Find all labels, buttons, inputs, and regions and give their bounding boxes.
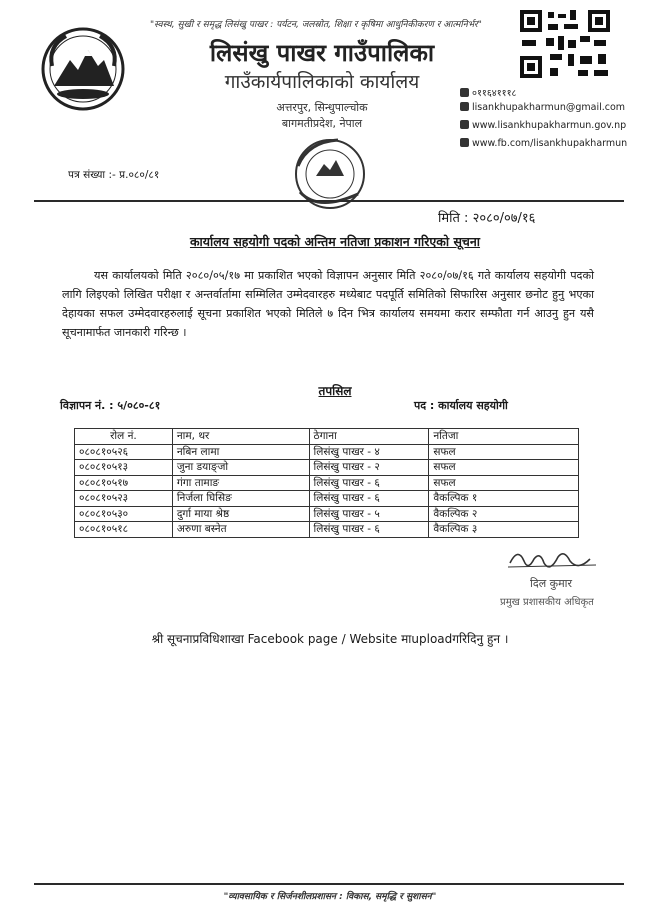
details-heading: तपसिल — [318, 384, 352, 398]
office-name: गाउँकार्यपालिकाको कार्यालय — [224, 71, 420, 93]
result-cell: सफल — [429, 460, 579, 476]
municipality-emblem-logo — [40, 26, 126, 112]
advertisement-number: विज्ञापन नं. : ५/०८०-८१ — [60, 399, 161, 412]
table-row — [75, 475, 579, 491]
column-header-roll: रोल नं. — [75, 429, 173, 445]
globe-icon — [460, 120, 469, 129]
column-header-name: नाम, थर — [172, 429, 309, 445]
table-row — [75, 460, 579, 476]
address-cell: लिसंखु पाखर - ६ — [309, 491, 429, 507]
name-cell: अरुणा बस्नेत — [172, 522, 309, 538]
official-signature — [500, 545, 630, 615]
facebook-icon — [460, 138, 469, 147]
signatory-name: दिल कुमार — [530, 577, 573, 590]
address-cell: लिसंखु पाखर - ४ — [309, 444, 429, 460]
table-row — [75, 522, 579, 538]
signatory-title: प्रमुख प्रशासकीय अधिकृत — [500, 597, 594, 608]
address-cell: लिसंखु पाखर - ५ — [309, 506, 429, 522]
roll-cell: ०८०८१०५२३ — [75, 491, 173, 507]
org-name: लिसंखु पाखर गाउँपालिका — [209, 39, 435, 67]
column-header-result: नतिजा — [429, 429, 579, 445]
table-row — [75, 506, 579, 522]
table-row — [75, 491, 579, 507]
office-stamp-seal — [278, 132, 374, 216]
result-cell: वैकल्पिक ३ — [429, 522, 579, 538]
top-motto: "स्वस्थ, सुखी र समृद्ध लिसंखु पाखर : पर्यटन, जलस्रोत, शिक्षा र कृषिमा आधुनिकीकरण र आत्मनिर्भर" — [150, 20, 482, 30]
forwarding-note: श्री सूचनाप्रविधिशाखा Facebook page / Website माuploadगरिदिनु हुन । — [151, 632, 509, 646]
roll-cell: ०८०८१०५१७ — [75, 475, 173, 491]
header-divider — [34, 200, 624, 202]
name-cell: दुर्गा माया श्रेष्ठ — [172, 506, 309, 522]
letter-date: मिति : २०८०/०७/१६ — [438, 211, 536, 226]
contact-facebook[interactable]: www.fb.com/lisankhupakharmun — [460, 138, 627, 149]
name-cell: निर्जला घिसिङ — [172, 491, 309, 507]
post-name: पद : कार्यालय सहयोगी — [414, 399, 508, 412]
result-cell: सफल — [429, 475, 579, 491]
notice-body: यस कार्यालयको मिति २०८०/०५/१७ मा प्रकाशित भएको विज्ञापन अनुसार मिति २०८०/०७/१६ गते कार्यालय सहयोगी पदको लागि लिइएको लिखित परीक्षा र अन्तर्वार्तामा सम्मिलित उम्मेदवारहरु मध्येबाट पदपूर्ति समितिको सिफारिस अनुसार छनोट हुनु भएका देहायका सफल उम्मेदवारहरुलाई सूचना प्रकाशित भएको मितिले ७ दिन भित्र कार्यालय समयमा करार सम्फौता गर्न आउनु हुन यसै सूचनामार्फत जानकारी गरिन्छ । — [62, 269, 594, 339]
name-cell: नबिन लामा — [172, 444, 309, 460]
notice-subject: कार्यालय सहयोगी पदको अन्तिम नतिजा प्रकाशन गरिएको सूचना — [189, 234, 481, 249]
table-row — [75, 444, 579, 460]
roll-cell: ०८०८१०५१३ — [75, 460, 173, 476]
address-cell: लिसंखु पाखर - ६ — [309, 522, 429, 538]
qr-code-icon — [520, 10, 610, 78]
result-cell: वैकल्पिक १ — [429, 491, 579, 507]
bottom-motto: "व्यावसायिक र सिर्जनशीलप्रशासन : विकास, समृद्धि र सुशासन" — [223, 892, 437, 902]
results-table — [74, 428, 579, 538]
address-line-1: अत्तरपुर, सिन्धुपाल्चोक — [276, 101, 368, 114]
address-cell: लिसंखु पाखर - २ — [309, 460, 429, 476]
column-header-address: ठेगाना — [309, 429, 429, 445]
phone-icon — [460, 88, 469, 97]
name-cell: जुना डयाङ्जो — [172, 460, 309, 476]
contact-phone: ०११६४१११८ — [460, 86, 516, 99]
result-cell: सफल — [429, 444, 579, 460]
contact-email[interactable]: lisankhupakharmun@gmail.com — [460, 102, 625, 113]
roll-cell: ०८०८१०५३० — [75, 506, 173, 522]
result-cell: वैकल्पिक २ — [429, 506, 579, 522]
footer-divider — [34, 883, 624, 885]
contact-website[interactable]: www.lisankhupakharmun.gov.np — [460, 120, 626, 131]
email-icon — [460, 102, 469, 111]
letter-reference-number: पत्र संख्या :- प्र.०८०/८१ — [68, 169, 160, 181]
address-cell: लिसंखु पाखर - ६ — [309, 475, 429, 491]
table-header-row — [75, 429, 579, 445]
roll-cell: ०८०८१०५२६ — [75, 444, 173, 460]
address-line-2: बागमतीप्रदेश, नेपाल — [281, 117, 363, 130]
name-cell: गंगा तामाङ — [172, 475, 309, 491]
roll-cell: ०८०८१०५१८ — [75, 522, 173, 538]
